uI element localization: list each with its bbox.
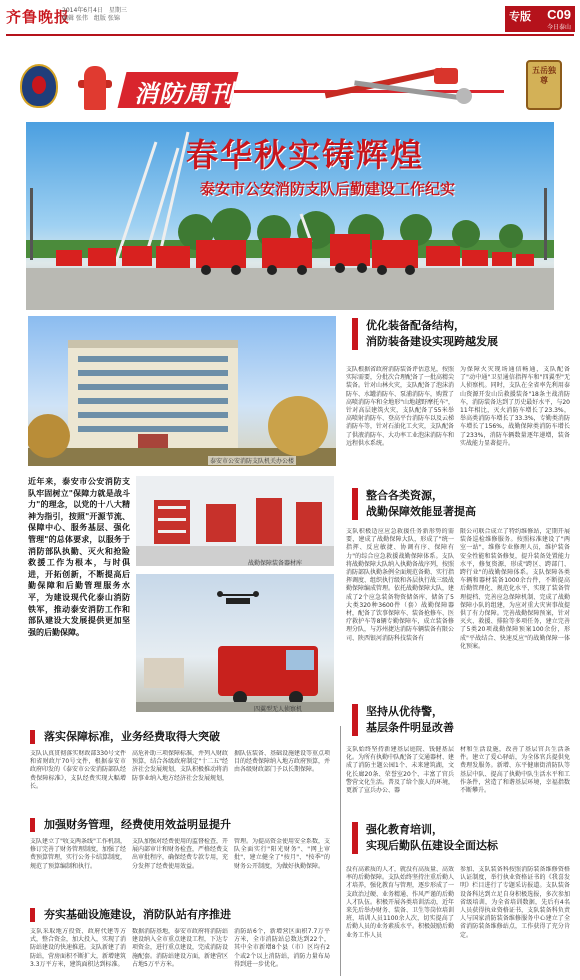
caption-warehouse: 战勤保障装备器材库: [248, 560, 303, 566]
section-2-col-2: 限公司联合成立了特约维修站，定期开展装备巡检维修服务。按照标准建设了"两室一站"，维修专业修理人员，维护装备安全性能和装备修复，提升装备处置能力水平，修复资源，形成"跨区、跨部门、跨行业"的战勤保障体系。支队保障各类车辆和器材装备1000余台件，不断提高后勤管理化、规范化水平，实现了装备管理提档、完善应急保障机制、完成了战勤保障小队的组建，为应对重大灾害事故提供了有力保障。完善战勤保障预案，针对灭火、救援、排险等多项任务，建立完善了5类20项战勤保障预案100余份，形成"平战结合、快速反应"的战勤保障一体化预案。: [460, 528, 570, 650]
intro-text: 近年来，泰安市公安消防支队牢固树立"保障力就是战斗力"的理念，以党的十八大精神为指引，按照"开源节流、保障中心、服务基层、强化管理"的总体要求，以服务于消防部队执勤、灭火和抢险救援工作为根本，与时俱进，开拓创新，不断提高后勤保障和后勤管理服务水平，为建设现代化泰山消防铁军，推动泰安消防工作和部队建设大发展提供更加坚强的后勤保障。: [28, 477, 130, 637]
section-sub: 今日泰山: [546, 24, 571, 31]
section-3-col-1: 支队始终坚持新建基层庭院、钱健基层化。为所有执勤中队配备了交通器材、建成了消防主题公园1个、未来建筑湖，文化长廊20条、荣誉室20个、丰富了官兵警营文化生活。普及了给个旅人的环境，更新了宣兵办公、器: [346, 746, 454, 795]
section-3-col-2: 材和生活设施，改善了基层官兵生活条件。建立了爱心驿站，为全体官兵提供免费理发服务。新增、东平健康街消防队等基层中队、提高了执勤中队生活水平和工作条件，营造了和谐基层环境，幸福指数不断攀升。: [460, 746, 570, 795]
caption-building: 泰安市公安消防支队机关办公楼: [210, 458, 295, 465]
lower-heading-3: 夯实基础设施建设，消防队站有序推进: [30, 908, 330, 922]
hero-title: 春华秋实铸辉煌: [186, 136, 425, 174]
lower-1-col-3: 据队伍装备、基础设施建设等重点项目的经费保障纳入地方政府预算，并由各级财政部门予以长期保障。: [234, 750, 330, 774]
lower-heading-1: 落实保障标准，业务经费取得大突破: [30, 730, 330, 744]
lower-2-col-3: 管理。为提高资金使用安全系数，支队全面实行"阳光财务"、"网上审批"，建立健全了"按月"、"按季"的财务公开制度，为做好执勤保障。: [234, 838, 330, 870]
drone-and-truck-illustration: [136, 574, 334, 712]
section-heading-1: [352, 318, 572, 350]
lower-heading-2: 加强财务管理，经费使用效益明显提升: [30, 818, 330, 832]
section-box: [505, 6, 575, 32]
lower-3-col-1: 支队采取地方投资、政府代建等方式，整合资金，加大投入，实现了消防站建设的快速推进。支队新建了消防站，营房面积不断扩大，新增建筑3.3万平方米，建筑面积达到标准。: [30, 928, 126, 968]
section-2-col-1: 支队积极适应应急救援任务新形势的需要，建成了战勤保障大队，形成了"统一指挥、反应敏捷、协调有序、保障有力"的综合应急救援战勤保障体系。支队将战勤保障大队纳入执勤备战序列，按照消防部队执勤条例全面规范备勤、实行指挥调度、组织执行级和各层执行战三级战勤保障编成管理。依托战勤保障大队，建成了2个应急装备物资储备库，储备了5大类320种3600件（套）战勤保障器材，配备了饮事保障车、装备抢修车、医疗救护车等8辆专勤保障车，成立装备修理分队，与苏州捷达消防车辆装备有限公司、陕西银河消防科技装备有: [346, 528, 454, 642]
page-number: C09: [547, 7, 571, 22]
warehouse-photo: [136, 476, 334, 566]
section-1-title: 优化装备配备结构，: [366, 319, 465, 332]
section-1-col-2: 为保障火灾现场通信畅通，支队配备了"动中通"卫星通信指挥车和"四翼型"无人侦察机。同时，支队在全省率先利用泰山资源开发山岳救援装备"18条主战消防车，消防装备达到了历史最好水平，与2011年相比，灭火消防车增长了23.3%，举高类消防车增长了33.3%，专勤类消防车增长了156%，战勤保障类消防车增长了233%，消防车辆数量逐年递增，装备实战能力显著提升。: [460, 366, 570, 447]
section-4-title: 强化教育培训，: [366, 823, 443, 836]
mount-tai-plaque: [526, 60, 562, 110]
lower-2-col-2: 支队加强对经费使用的监督检查，开展内部审计和财务检查，严格经费支出审批程序，确保经费专款专用，充分发挥了经费使用效益。: [132, 838, 228, 870]
fire-department-emblem-icon: [20, 64, 58, 108]
editors: 编辑 张伟 组版 张锦: [62, 15, 120, 22]
lower-3-col-2: 数据消防基地，泰安市政府将消防站建设纳入全市重点建设工程，下达专项资金，进行重点建设，完成消防设施配套。消防站建设方面，新建营区占地5万平方米。: [132, 928, 228, 968]
section-heading-2: [352, 488, 572, 520]
lower-1-col-2: 高危补助三项保障标准，并列入财政预算，结合各级政府制定"十二五"经济社会发展规划，支队积极推动将消防事业纳入地方经济社会发展规划，: [132, 750, 228, 782]
column-divider: [340, 726, 341, 976]
section-1-col-1: 支队根据省政府消防装备评估意见，按照实际需要，分批次合理配备了一批高精尖装备。针对山林火灾，支队配备了泡沫消防车、水罐消防车、泵浦消防车，购置了高喷消防车和全地形"山地越野摩托车"，针对高层建筑火灾，支队配备了55米举高喷射消防车、登高平台消防车以及云梯消防车等，针对石油化工火灾，支队配备了供液消防车、大功率工业泡沫消防车和远程供水系统。: [346, 366, 454, 447]
hero-image: [26, 122, 554, 310]
column-banner: [14, 60, 566, 122]
caption-drone: 四翼型无人侦察机: [254, 706, 303, 712]
section-1-title-b: 消防装备建设实现跨越发展: [366, 335, 498, 348]
fire-hydrant-icon: [84, 66, 106, 110]
office-building-illustration: [28, 316, 336, 466]
banner-title: 消防周刊: [134, 80, 234, 108]
issue-date: 2014年6月4日 星期三: [62, 7, 127, 14]
plaque-text: 五岳独尊: [532, 66, 556, 85]
building-photo: [28, 316, 336, 466]
section-heading-3: [352, 704, 572, 736]
section-heading-4: [352, 822, 572, 854]
section-4-col-2: 参加、支队装备科按照消防装备维修资格认证制度，举行执业资格证书的《我喜发明》栏目进行了专题采访报道。支队装备设备科达到立足自身积极选报，多次参加省级培训，为全省培训数据，先后有4名人员获得执业资格证书，支队装备科负责人与国家消防装备维修服务中心建立了全省消防装备维修站点，工作获得了充分肯定。: [460, 866, 570, 939]
firefighting-tools-icon: [314, 60, 484, 110]
section-3-title: 坚持从优待警，: [366, 705, 443, 718]
lower-3-col-3: 消防站6个，新增营区面积7.7万平方米，全市消防站总数达到22个，其中全市新增8个县（市）区均有2个或2个以上消防站，消防力量布局得到进一步优化。: [234, 928, 330, 968]
hero-subtitle: 泰安市公安消防支队后勤建设工作纪实: [200, 180, 456, 198]
dateline: [62, 7, 127, 23]
section-2-title-b: 战勤保障效能显著提高: [366, 505, 476, 518]
storage-shelves-illustration: [136, 476, 334, 566]
newspaper-logo: 齐鲁晚报: [6, 8, 71, 26]
section-name: 专版: [509, 10, 531, 23]
section-4-title-b: 实现后勤队伍建设全面达标: [366, 839, 498, 852]
section-4-col-1: 没有高素质的人才，就没有高质量、高效率的后勤保障。支队始终坚持注重后勤人才培养，强化教育与管理，逐步形成了一支政治过硬、业务精通、作风严谨的后勤人才队伍。积极开展各类培训活动，近年来先后举办财务、装备、卫生等岗位培训班，培训人员1100余人次，切实提高了后勤人员的业务素质水平。积极鼓励后勤业务工作人员: [346, 866, 454, 939]
section-2-title: 整合各类资源，: [366, 489, 443, 502]
lower-2-col-1: 支队建立了"收支两条线"工作机制，修订完善了财务管理制度，加强了经费预算管理，实行公务卡结算制度，规范了预算编制和执行。: [30, 838, 126, 870]
section-3-title-b: 基层条件明显改善: [366, 721, 454, 734]
drone-photo: [136, 574, 334, 712]
top-rule: [6, 34, 574, 36]
lower-1-col-1: 支队认真贯彻落实财政部330号文件和省财政厅70号文件，根据泰安市政府印发的《泰安市公安消防部队经费保障标准》，支队经费实现大幅增长。: [30, 750, 126, 790]
